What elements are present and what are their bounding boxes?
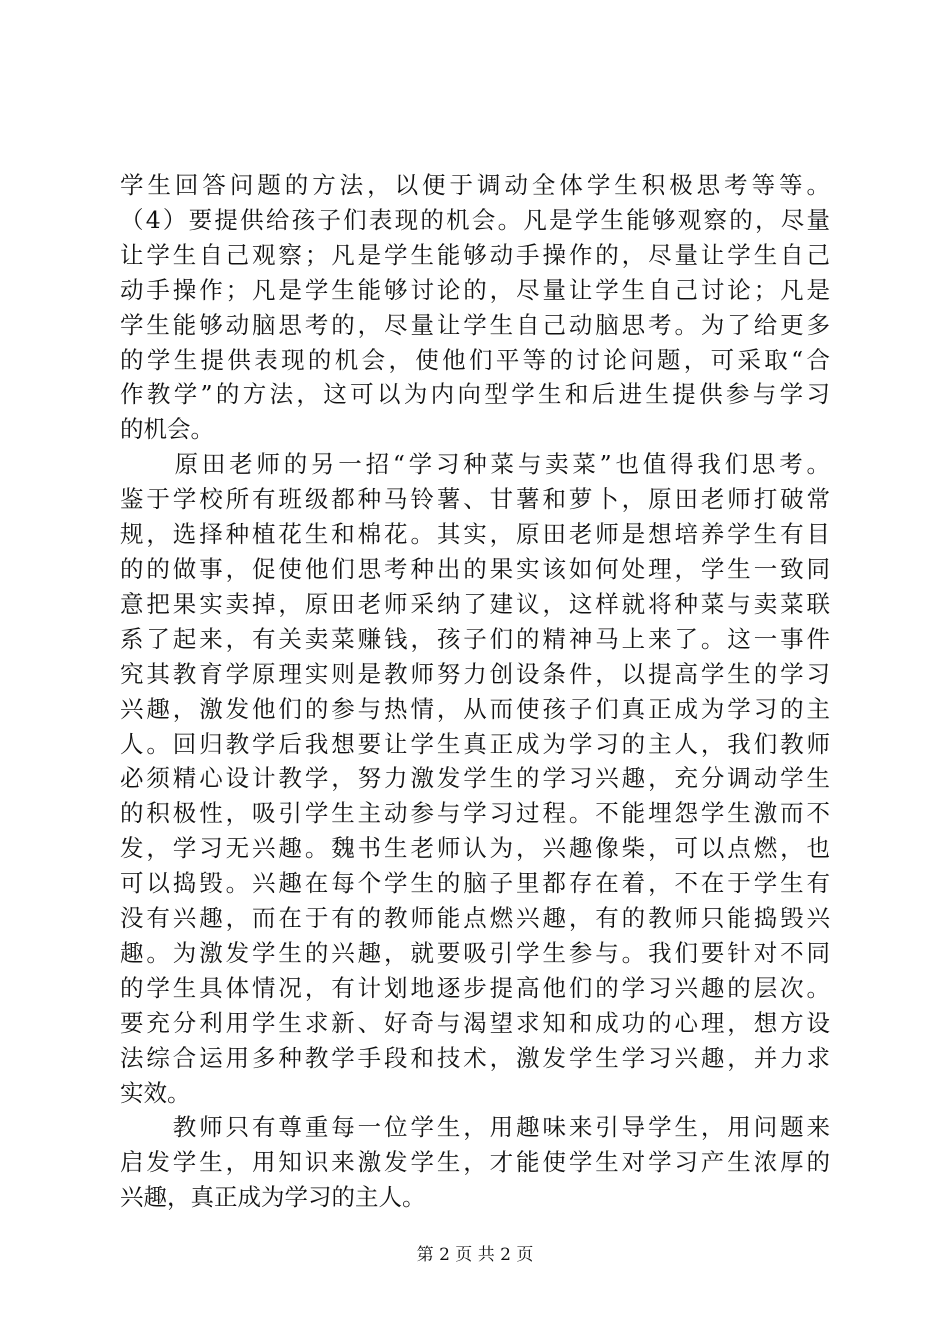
text-line: 必须精心设计教学，努力激发学生的学习兴趣，充分调动学生 [120,764,830,793]
text-line: 的积极性，吸引学生主动参与学习过程。不能埋怨学生激而不 [120,799,830,828]
text-line: 学生回答问题的方法，以便于调动全体学生积极思考等等。 [120,171,830,199]
text-line: 人。回归教学后我想要让学生真正成为学习的主人，我们教师 [120,729,830,758]
text-line: 的学生具体情况，有计划地逐步提高他们的学习兴趣的层次。 [120,973,830,1002]
text-line: 学生能够动脑思考的，尽量让学生自己动脑思考。为了给更多 [120,310,830,339]
text-line: 教师只有尊重每一位学生，用趣味来引导学生，用问题来 [120,1113,830,1142]
text-line: 意把果实卖掉，原田老师采纳了建议，这样就将种菜与卖菜联 [120,589,830,618]
text-line: 可以捣毁。兴趣在每个学生的脑子里都存在着，不在于学生有 [120,869,830,898]
text-line: 的学生提供表现的机会，使他们平等的讨论问题，可采取“合 [120,345,830,374]
text-line: 究其教育学原理实则是教师努力创设条件，以提高学生的学习 [120,659,830,688]
text-line: 动手操作；凡是学生能够讨论的，尽量让学生自己讨论；凡是 [120,275,830,304]
text-line: 原田老师的另一招“学习种菜与卖菜”也值得我们思考。 [120,450,830,479]
text-line: 系了起来，有关卖菜赚钱，孩子们的精神马上来了。这一事件 [120,624,830,653]
text-line: 没有兴趣，而在于有的教师能点燃兴趣，有的教师只能捣毁兴 [120,904,830,933]
text-line: 要充分利用学生求新、好奇与渴望求知和成功的心理，想方设 [120,1008,830,1037]
text-line: 兴趣，激发他们的参与热情，从而使孩子们真正成为学习的主 [120,694,830,723]
text-line: 让学生自己观察；凡是学生能够动手操作的，尽量让学生自己 [120,240,830,269]
text-line: 的机会。 [120,415,214,444]
text-line: 兴趣，真正成为学习的主人。 [120,1183,426,1212]
text-line: 的的做事，促使他们思考种出的果实该如何处理，学生一致同 [120,554,830,583]
page-footer: 第 2 页 共 2 页 [416,1245,534,1265]
text-line: 鉴于学校所有班级都种马铃薯、甘薯和萝卜，原田老师打破常 [120,485,830,514]
text-line: 发，学习无兴趣。魏书生老师认为，兴趣像柴，可以点燃，也 [120,834,830,863]
text-line: 实效。 [120,1078,191,1107]
text-line: 法综合运用多种教学手段和技术，激发学生学习兴趣，并力求 [120,1043,830,1072]
document-body [120,168,830,1215]
text-line: 规，选择种植花生和棉花。其实，原田老师是想培养学生有目 [120,520,830,549]
text-line: 启发学生，用知识来激发学生，才能使学生对学习产生浓厚的 [120,1148,830,1177]
text-line: （4）要提供给孩子们表现的机会。凡是学生能够观察的，尽量 [120,205,830,234]
text-line: 作教学”的方法，这可以为内向型学生和后进生提供参与学习 [120,380,830,409]
text-line: 趣。为激发学生的兴趣，就要吸引学生参与。我们要针对不同 [120,938,830,967]
